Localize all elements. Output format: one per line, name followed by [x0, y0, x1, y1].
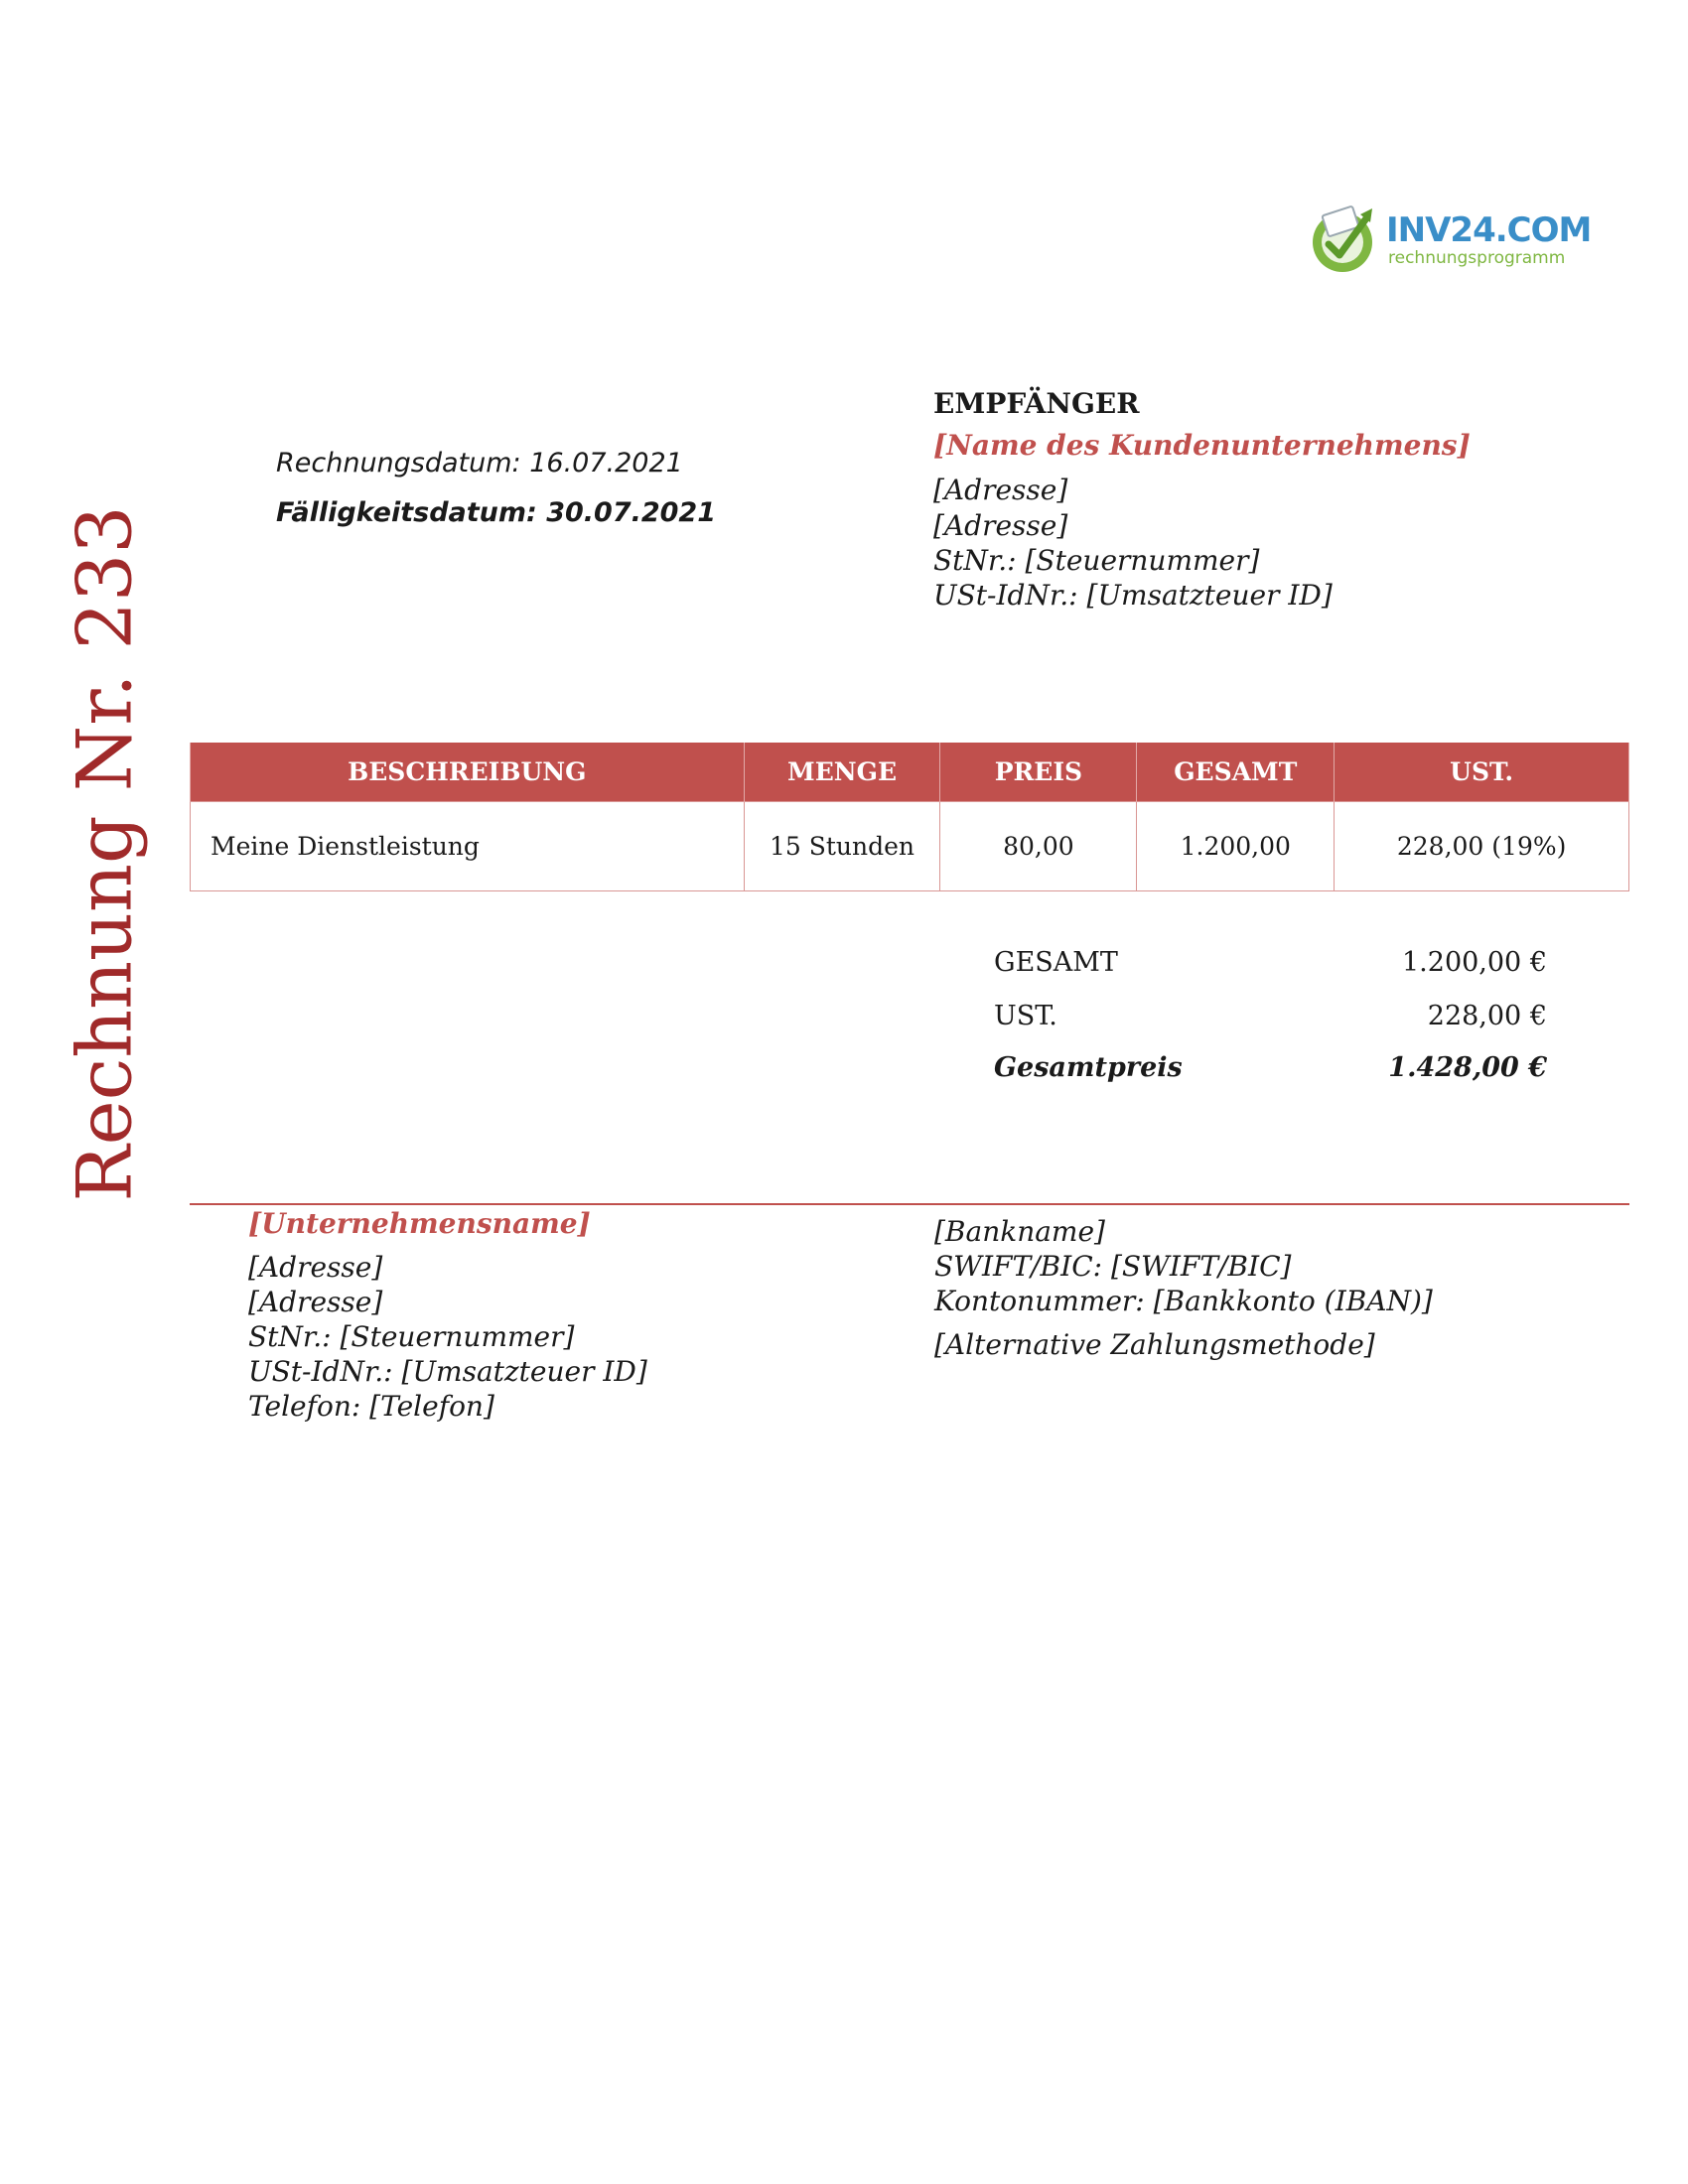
recipient-name: [Name des Kundenunternehmens] [933, 429, 1471, 462]
recipient-tax-number: StNr.: [Steuernummer] [933, 544, 1260, 577]
company-tax-number: StNr.: [Steuernummer] [248, 1320, 575, 1353]
column-header-quantity: MENGE [744, 743, 940, 802]
column-header-description: BESCHREIBUNG [191, 743, 745, 802]
logo-check-icon [1309, 201, 1384, 276]
company-vat-id: USt-IdNr.: [Umsatzteuer ID] [248, 1355, 647, 1388]
bank-account: Kontonummer: [Bankkonto (IBAN)] [934, 1285, 1433, 1317]
recipient-address-line-2: [Adresse] [933, 509, 1068, 542]
cell-price: 80,00 [940, 802, 1137, 891]
cell-description: Meine Dienstleistung [191, 802, 745, 891]
company-address-line-2: [Adresse] [248, 1286, 383, 1318]
recipient-address-line-1: [Adresse] [933, 474, 1068, 506]
column-header-vat: UST. [1335, 743, 1629, 802]
subtotal-label: GESAMT [994, 947, 1118, 978]
table-header-row [191, 743, 1629, 802]
vat-total-label: UST. [994, 1001, 1057, 1031]
company-name: [Unternehmensname] [248, 1207, 591, 1240]
alternative-payment-method: [Alternative Zahlungsmethode] [934, 1328, 1375, 1361]
company-address-line-1: [Adresse] [248, 1251, 383, 1284]
company-logo [1309, 201, 1592, 278]
grand-total-value: 1.428,00 € [1388, 1052, 1547, 1083]
recipient-heading: EMPFÄNGER [933, 387, 1140, 420]
items-table [190, 743, 1629, 891]
vat-total-value: 228,00 € [1427, 1001, 1547, 1031]
invoice-date: Rechnungsdatum: 16.07.2021 [276, 448, 683, 478]
recipient-vat-id: USt-IdNr.: [Umsatzteuer ID] [933, 579, 1333, 612]
bank-name: [Bankname] [934, 1215, 1105, 1248]
bank-swift: SWIFT/BIC: [SWIFT/BIC] [934, 1250, 1292, 1283]
due-date: Fälligkeitsdatum: 30.07.2021 [276, 497, 717, 528]
logo-brand-text: INV24.COM [1386, 210, 1592, 250]
table-row [191, 802, 1629, 891]
cell-quantity: 15 Stunden [744, 802, 940, 891]
logo-tagline: rechnungsprogramm [1388, 248, 1566, 268]
grand-total-label: Gesamtpreis [994, 1052, 1183, 1083]
column-header-price: PREIS [940, 743, 1137, 802]
subtotal-value: 1.200,00 € [1402, 947, 1547, 978]
cell-total: 1.200,00 [1137, 802, 1335, 891]
footer-divider [190, 1203, 1629, 1205]
invoice-title: Rechnung Nr. 233 [60, 505, 149, 1202]
company-phone: Telefon: [Telefon] [248, 1390, 494, 1423]
column-header-total: GESAMT [1137, 743, 1335, 802]
cell-vat: 228,00 (19%) [1335, 802, 1629, 891]
